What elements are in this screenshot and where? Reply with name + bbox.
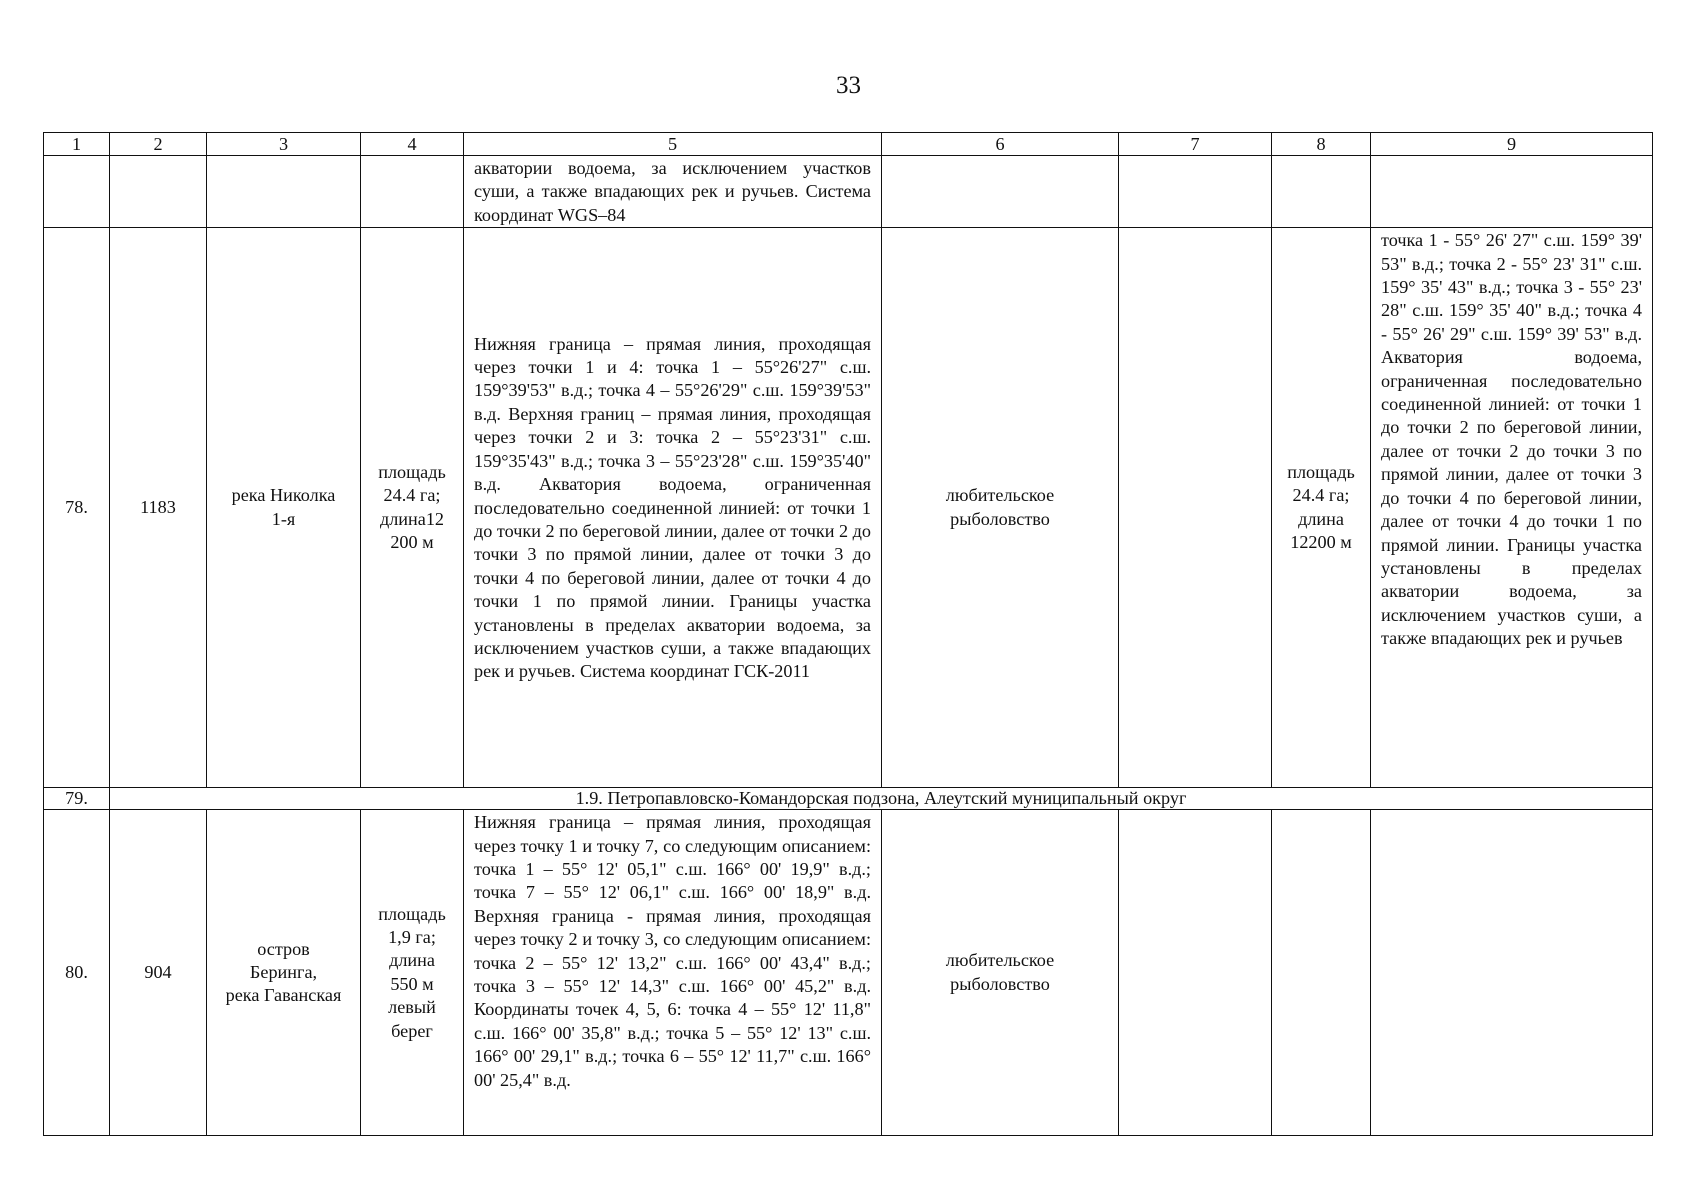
header-cell: 2 [110, 133, 207, 156]
row-number: 80. [44, 810, 110, 1136]
table-row-79-section [44, 788, 1653, 810]
column-7-cell [1119, 228, 1272, 788]
coordinates-description: точка 1 - 55° 26' 27" с.ш. 159° 39' 53" в.д.; точка 2 - 55° 23' 31" с.ш. 159° 35' 43" в.д.; точка 3 - 55° 23' 28" с.ш. 159° 35' 40" в.д.; точка 4 - 55° 26' 29" с.ш. 159° 39' 53" в.д. Акватория водоема, ограниченная последовательно соединенной линией: от точки 1 до точки 2 по береговой линии, далее от точки 2 до точки 3 по прямой линии, далее от точки 3 до точки 4 по береговой линии, далее от точки 4 до точки 1 по прямой линии. Границы участка установлены в пределах акватории водоема, за исключением участков суши, а также впадающих рек и ручьев [1371, 228, 1653, 788]
header-cell: 6 [882, 133, 1119, 156]
row-number: 79. [44, 788, 110, 810]
description-cell: акватории водоема, за исключением участков суши, а также впадающих рек и ручьев. Система координат WGS–84 [464, 156, 882, 228]
area-length-8: площадь 24.4 га; длина 12200 м [1272, 228, 1371, 788]
usage-purpose: любительское рыболовство [882, 810, 1119, 1136]
header-cell: 7 [1119, 133, 1272, 156]
data-table [43, 132, 1653, 1136]
column-9-cell [1371, 810, 1653, 1136]
water-body-name: остров Беринга, река Гаванская [207, 810, 361, 1136]
usage-purpose: любительское рыболовство [882, 228, 1119, 788]
area-length: площадь 1,9 га; длина 550 м левый берег [361, 810, 464, 1136]
column-7-cell [1119, 810, 1272, 1136]
area-length: площадь 24.4 га; длина12 200 м [361, 228, 464, 788]
header-cell: 5 [464, 133, 882, 156]
section-heading: 1.9. Петропавловско-Командорская подзона, Алеутский муниципальный округ [110, 788, 1653, 810]
boundary-description: Нижняя граница – прямая линия, проходящая через точки 1 и 4: точка 1 – 55°26'27" с.ш. 159°39'53" в.д.; точка 4 – 55°26'29" с.ш. 159°39'53" в.д. Верхняя границ – прямая линия, проходящая через точки 2 и 3: точка 2 – 55°23'31" с.ш. 159°35'43" в.д.; точка 3 – 55°23'28" с.ш. 159°35'40" в.д. Акватория водоема, ограниченная последовательно соединенной линией: от точки 1 до точки 2 по береговой линии, далее от точки 2 до точки 3 по прямой линии, далее от точки 3 до точки 4 по береговой линии, далее от точки 4 до точки 1 по прямой линии. Границы участка установлены в пределах акватории водоема, за исключением участков суши, а также впадающих рек и ручьев. Система координат ГСК-2011 [464, 228, 882, 788]
header-cell: 3 [207, 133, 361, 156]
page-number: 33 [836, 72, 861, 99]
registry-code: 1183 [110, 228, 207, 788]
header-row [44, 133, 1653, 156]
water-body-name: река Николка 1-я [207, 228, 361, 788]
registry-code: 904 [110, 810, 207, 1136]
header-cell: 8 [1272, 133, 1371, 156]
column-8-cell [1272, 810, 1371, 1136]
table-row-continued [44, 156, 1653, 228]
table-row-80 [44, 810, 1653, 1136]
header-cell: 1 [44, 133, 110, 156]
row-number: 78. [44, 228, 110, 788]
table-row-78 [44, 228, 1653, 788]
boundary-description: Нижняя граница – прямая линия, проходящая через точку 1 и точку 7, со следующим описанием: точка 1 – 55° 12' 05,1" с.ш. 166° 00' 19,9" в.д.; точка 7 – 55° 12' 06,1" с.ш. 166° 00' 18,9" в.д. Верхняя граница - прямая линия, проходящая через точку 2 и точку 3, со следующим описанием: точка 2 – 55° 12' 13,2" с.ш. 166° 00' 43,4" в.д.; точка 3 – 55° 12' 14,3" с.ш. 166° 00' 45,2" в.д. Координаты точек 4, 5, 6: точка 4 – 55° 12' 11,8" с.ш. 166° 00' 35,8" в.д.; точка 5 – 55° 12' 13" с.ш. 166° 00' 29,1" в.д.; точка 6 – 55° 12' 11,7" с.ш. 166° 00' 25,4" в.д. [464, 810, 882, 1136]
header-cell: 9 [1371, 133, 1653, 156]
header-cell: 4 [361, 133, 464, 156]
